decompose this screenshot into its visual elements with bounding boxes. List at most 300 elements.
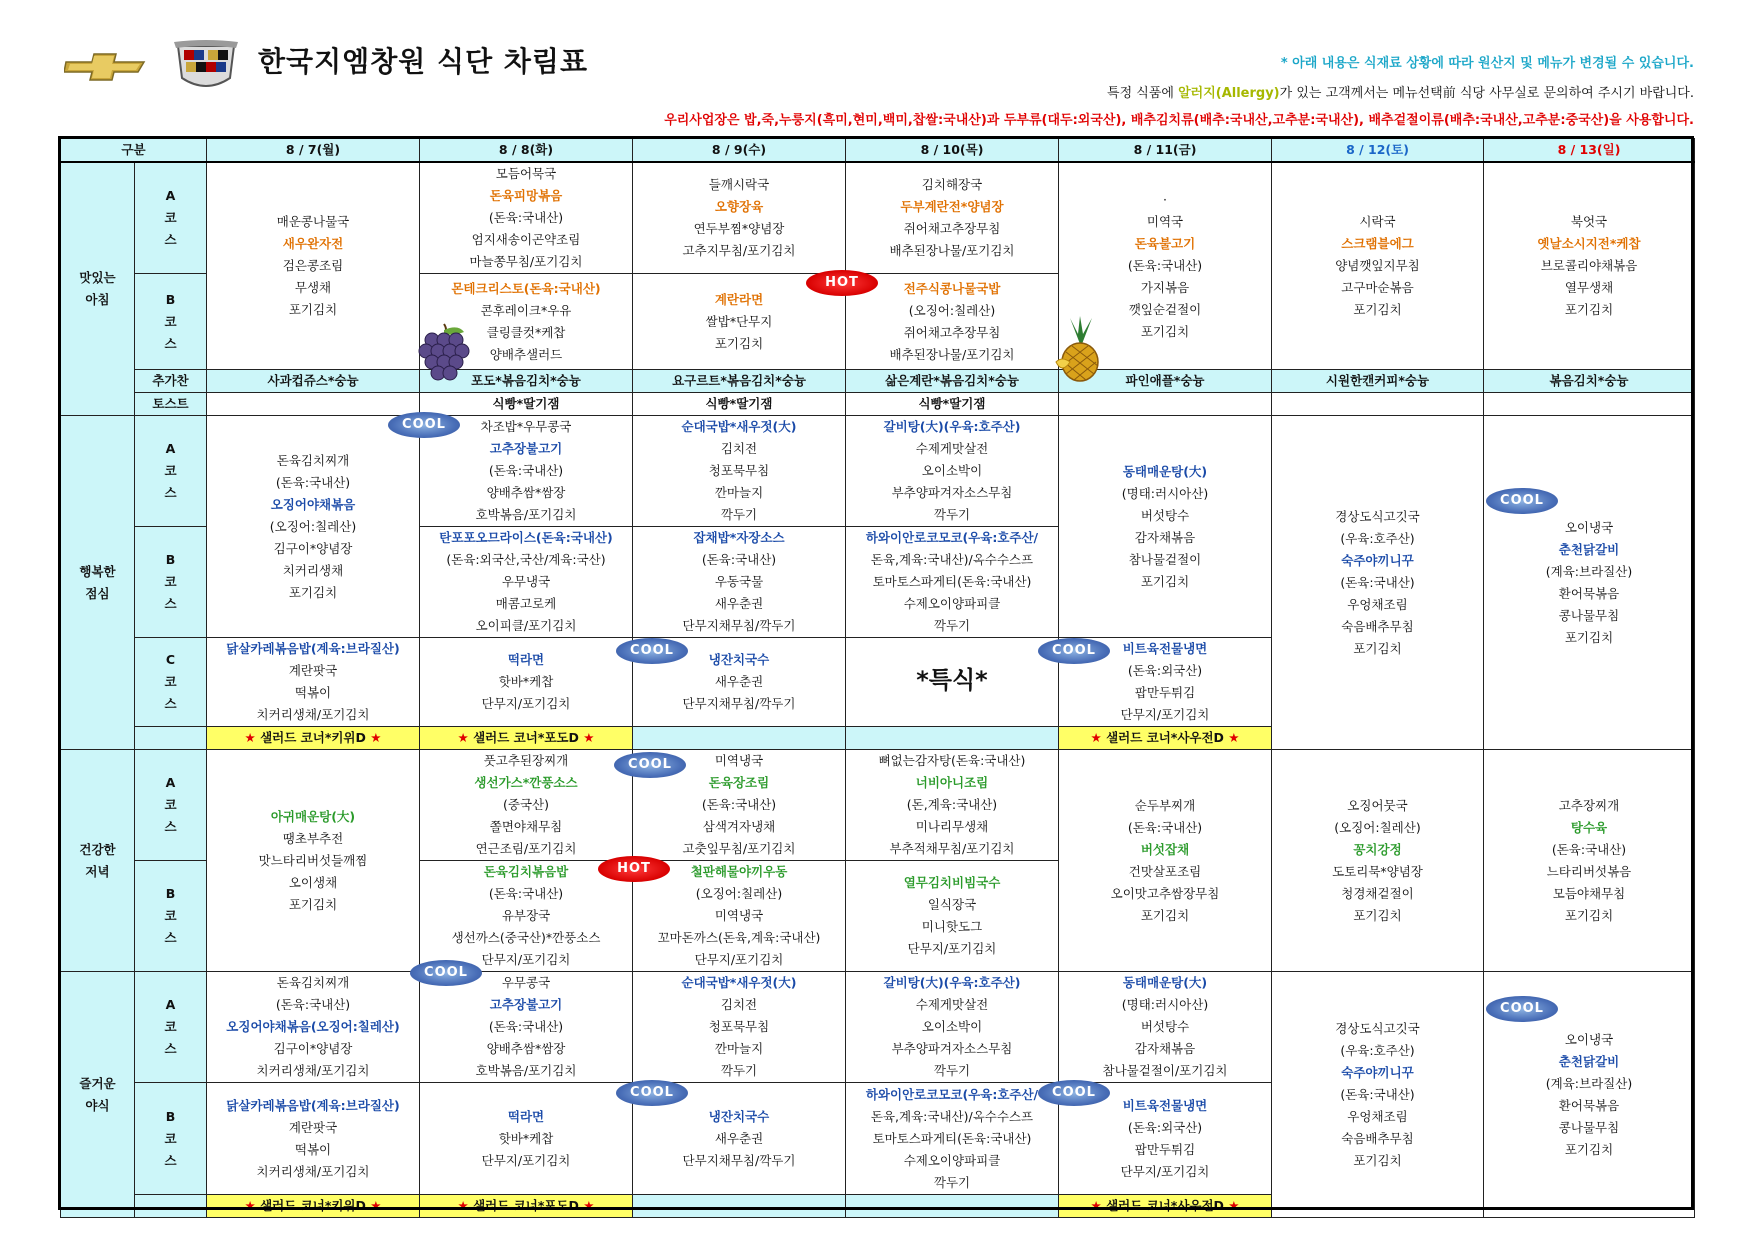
menu-item: 스크램블에그 <box>1341 236 1414 251</box>
day-header-thu: 8 / 10(목) <box>846 139 1059 163</box>
star-icon: ★ <box>457 730 469 745</box>
salad-thu <box>846 1195 1059 1218</box>
menu-item: 부추양파겨자소스무침 <box>891 1041 1013 1056</box>
cadillac-logo <box>170 40 242 92</box>
menu-item: (우육:호주산) <box>1340 530 1415 546</box>
menu-item: 배추된장나물/포기김치 <box>889 346 1015 362</box>
menu-item: (명태:러시아산) <box>1121 485 1209 501</box>
dinner-sat-ab <box>1272 750 1484 972</box>
menu-item: 핫바*케찹 <box>498 1130 554 1146</box>
menu-item: 아귀매운탕(大) <box>270 808 356 824</box>
menu-item: 고구마순볶음 <box>1341 280 1414 295</box>
menu-item: 양념깻잎지무침 <box>1335 258 1420 273</box>
menu-item: 들깨시락국 <box>708 177 770 192</box>
menu-item: 미역냉국 <box>714 753 764 768</box>
night-fri-a <box>1059 972 1272 1083</box>
menu-item: 배추된장나물/포기김치 <box>889 243 1015 258</box>
menu-item: 호박볶음/포기김치 <box>475 1063 577 1078</box>
menu-item: 하와이안로코모코(우육:호주산/ <box>865 530 1039 545</box>
menu-item: 팝만두튀김 <box>1134 1141 1196 1157</box>
breakfast-sat-menu <box>1272 162 1484 370</box>
menu-item: 모듬어묵국 <box>495 166 557 181</box>
menu-item: (돈육:국내산) <box>1340 574 1415 590</box>
menu-item: 우무콩국 <box>501 975 551 990</box>
breakfast-row-toast <box>61 393 1695 416</box>
menu-item: 깻잎순겉절이 <box>1128 302 1202 317</box>
extra-tue: 포도*볶음김치*숭늉 <box>420 370 633 393</box>
menu-item: 오이소박이 <box>921 463 983 478</box>
lunch-sat-menu <box>1272 416 1484 750</box>
menu-item: 잡채밥*자장소스 <box>693 530 785 545</box>
menu-item: 포기김치 <box>1353 640 1402 656</box>
course-char: A <box>165 775 176 790</box>
menu-item: 쫄면야채무침 <box>489 819 563 834</box>
course-char: 스 <box>164 930 177 945</box>
course-label-b <box>135 527 207 638</box>
menu-item: 떡볶이 <box>294 1141 332 1157</box>
meal-label-line: 점심 <box>85 585 110 601</box>
breakfast-mon-menu <box>207 162 420 370</box>
breakfast-sun-menu <box>1484 162 1695 370</box>
menu-item: 춘천닭갈비 <box>1558 541 1620 557</box>
menu-item: 돈육피망볶음 <box>489 188 563 203</box>
menu-item: 새우춘권 <box>714 1130 764 1146</box>
menu-item: 옛날소시지전*케찹 <box>1537 236 1641 251</box>
menu-item: 포기김치 <box>1140 324 1190 339</box>
menu-item: (돈육:국내산) <box>275 997 351 1012</box>
day-header-sat: 8 / 12(토) <box>1272 139 1484 163</box>
night-mon-a <box>207 972 420 1083</box>
menu-item: 깐마늘지 <box>714 485 764 500</box>
menu-item: 돈육불고기 <box>1134 236 1196 251</box>
menu-item: 포기김치 <box>1353 302 1402 317</box>
menu-item: 비트육전물냉면 <box>1122 641 1208 656</box>
category-header: 구분 <box>61 139 207 163</box>
salad-mon <box>207 1195 420 1218</box>
menu-item: (돈육:국내산) <box>488 463 564 478</box>
extra-sat: 시원한캔커피*숭늉 <box>1272 370 1484 393</box>
salad-text: 샐러드 코너*사우전D <box>1106 1198 1224 1213</box>
menu-item: 깍두기 <box>933 1174 971 1190</box>
menu-item: 부추양파겨자소스무침 <box>891 485 1013 500</box>
meal-label-line: 야식 <box>85 1097 110 1113</box>
menu-item: 양배추쌈*쌈장 <box>486 1041 566 1056</box>
menu-item: 연두부찜*양념장 <box>693 221 785 236</box>
menu-item: 단무지/포기김치 <box>1120 1163 1210 1179</box>
cool-badge: COOL <box>614 752 686 778</box>
course-char: B <box>165 552 176 567</box>
menu-item: (중국산) <box>503 797 549 812</box>
menu-item: (계육:브라질산) <box>1545 563 1633 579</box>
menu-item: 도토리묵*양념장 <box>1332 863 1423 879</box>
breakfast-wed-a <box>633 162 846 274</box>
menu-item: 가지볶음 <box>1140 280 1190 295</box>
menu-item: (오징어:칠레산) <box>695 886 783 901</box>
menu-item: 전주식콩나물국밥 <box>903 280 1001 296</box>
menu-item: 검은콩조림 <box>282 258 344 273</box>
lunch-tue-c <box>420 638 633 727</box>
menu-item: 고추장불고기 <box>489 997 563 1012</box>
menu-item: 춘천닭갈비 <box>1558 1053 1620 1069</box>
menu-item: 우엉채조림 <box>1347 1108 1408 1124</box>
star-icon: ★ <box>1090 1198 1102 1213</box>
star-icon: ★ <box>244 730 256 745</box>
course-char: 스 <box>164 1041 177 1056</box>
menu-item: 돈육,계육:국내산)/옥수수스프 <box>870 1108 1034 1124</box>
menu-item: 느타리버섯볶음 <box>1546 863 1632 879</box>
course-char: 코 <box>164 674 177 689</box>
lunch-mon-c <box>207 638 420 727</box>
menu-item: (돈육:국내산) <box>1551 841 1627 857</box>
hot-badge: HOT <box>806 270 878 296</box>
menu-item: 고추지무침/포기김치 <box>682 243 796 258</box>
star-icon: ★ <box>1228 730 1240 745</box>
cool-badge: COOL <box>1486 488 1558 514</box>
night-tue-b <box>420 1083 633 1195</box>
course-char: 코 <box>164 574 177 589</box>
menu-item: (오징어:칠레산) <box>1334 819 1421 835</box>
menu-item: 단무지/포기김치 <box>481 1152 571 1168</box>
menu-item: 치커리생채/포기김치 <box>256 707 370 722</box>
menu-item: 클링클컷*케찹 <box>486 324 566 340</box>
toast-fri <box>1059 393 1272 416</box>
course-char: B <box>165 1108 176 1124</box>
course-label-a <box>135 162 207 274</box>
menu-item: 오이소박이 <box>921 1019 983 1034</box>
dinner-sun-ab <box>1484 750 1695 972</box>
course-char: 코 <box>164 210 177 225</box>
menu-item: 단무지/포기김치 <box>481 952 571 967</box>
menu-item: (우육:호주산) <box>1340 1042 1415 1058</box>
salad-wed <box>633 1195 846 1218</box>
menu-item: 돈육김치찌개 <box>276 975 350 990</box>
menu-item: 오징어야채볶음(오징어:칠레산) <box>226 1019 400 1034</box>
course-char: 코 <box>164 313 177 329</box>
meal-label-line: 저녁 <box>85 863 110 879</box>
star-icon: ★ <box>1090 730 1102 745</box>
menu-item: 연근조림/포기김치 <box>475 841 577 856</box>
toast-thu: 식빵*딸기잼 <box>846 393 1059 416</box>
menu-item: 땡초부추전 <box>282 830 344 846</box>
day-header-mon: 8 / 7(월) <box>207 139 420 163</box>
menu-item: 두부계란전*양념장 <box>900 199 1004 214</box>
course-label-c <box>135 638 207 727</box>
menu-item: (돈육:외국산) <box>1127 663 1203 678</box>
menu-item: 감자채볶음 <box>1134 1041 1196 1056</box>
notice-origin: 우리사업장은 밥,죽,누룽지(흑미,현미,백미,찹쌀:국내산)과 두부류(대두:외국산), 배추김치류(배추:국내산,고추분:국내산), 배추겉절이류(배추:국내산,고추분:중국산)을 사용합니다. <box>664 113 1694 128</box>
course-char: 코 <box>164 797 177 812</box>
menu-item: 북엇국 <box>1570 214 1608 229</box>
menu-item: 계란팟국 <box>288 663 338 678</box>
salad-text: 샐러드 코너*포도D <box>473 730 579 745</box>
menu-item: 모듬야채무침 <box>1552 885 1626 901</box>
menu-item: 포기김치 <box>1564 302 1614 317</box>
menu-item: 깍두기 <box>720 507 758 522</box>
star-icon: ★ <box>583 1198 595 1213</box>
day-header-sun: 8 / 13(일) <box>1484 139 1695 163</box>
course-label-a <box>135 972 207 1083</box>
meal-label-line: 맛있는 <box>79 270 116 285</box>
menu-item: 삼색겨자냉채 <box>702 819 776 834</box>
course-char: C <box>165 652 176 667</box>
menu-item: 치커리생채/포기김치 <box>256 1063 370 1078</box>
course-char: B <box>165 291 176 307</box>
star-icon: ★ <box>583 730 595 745</box>
salad-text: 샐러드 코너*키위D <box>260 730 366 745</box>
meal-label-line: 건강한 <box>79 841 116 857</box>
menu-item: 환어묵볶음 <box>1558 1097 1620 1113</box>
course-char: A <box>165 997 176 1012</box>
star-icon: ★ <box>1228 1198 1240 1213</box>
course-char: 코 <box>164 1130 177 1146</box>
day-header-wed: 8 / 9(수) <box>633 139 846 163</box>
menu-item: 생선가스*깐풍소스 <box>474 775 578 790</box>
menu-item: 쌀밥*단무지 <box>705 313 773 329</box>
toast-sat <box>1272 393 1484 416</box>
menu-item: 청포묵무침 <box>708 1019 770 1034</box>
toast-sun <box>1484 393 1695 416</box>
star-icon: ★ <box>457 1198 469 1213</box>
day-header-row <box>61 139 1695 163</box>
chevrolet-logo <box>64 50 146 84</box>
course-char: 스 <box>164 232 177 247</box>
menu-item: 김구이*양념장 <box>273 540 353 556</box>
lunch-thu-c <box>846 638 1059 727</box>
menu-item: 콘후레이크*우유 <box>480 302 572 318</box>
menu-item: 떡라면 <box>507 652 545 667</box>
menu-item: (돈육:국내산) <box>1127 819 1203 835</box>
menu-item: 숙음배추무침 <box>1341 1130 1414 1146</box>
menu-item: 청포묵무침 <box>708 463 770 478</box>
course-label-a <box>135 750 207 861</box>
menu-item: 양배추샐러드 <box>489 346 563 362</box>
toast-mon <box>207 393 420 416</box>
salad-tue <box>420 727 633 750</box>
breakfast-row-extra <box>61 370 1695 393</box>
menu-item: 닭살카레볶음밥(계육:브라질산) <box>226 641 400 656</box>
course-label-b <box>135 861 207 972</box>
menu-item: 순대국밥*새우젓(大) <box>681 975 797 990</box>
menu-item: 포기김치 <box>714 335 764 351</box>
menu-item: 떡볶이 <box>294 685 332 700</box>
cool-badge: COOL <box>616 638 688 664</box>
menu-item: 김치해장국 <box>921 177 983 192</box>
course-char: A <box>165 441 176 456</box>
breakfast-thu-b <box>846 274 1059 370</box>
extra-sun: 볶음김치*숭늉 <box>1484 370 1695 393</box>
dinner-fri-ab <box>1059 750 1272 972</box>
lunch-wed-b <box>633 527 846 638</box>
menu-item: (계육:브라질산) <box>1545 1075 1633 1091</box>
extra-wed: 요구르트*볶음김치*숭늉 <box>633 370 846 393</box>
course-label-a <box>135 416 207 527</box>
menu-item: 포기김치 <box>288 896 338 912</box>
day-header-tue: 8 / 8(화) <box>420 139 633 163</box>
menu-item: 고추장불고기 <box>489 441 563 456</box>
meal-label-breakfast <box>61 162 135 416</box>
menu-item: 포기김치 <box>1564 629 1614 645</box>
menu-item: 토마토스파게티(돈육:국내산) <box>872 1130 1032 1146</box>
menu-item: 단무지/포기김치 <box>907 941 997 956</box>
menu-item: · <box>1163 192 1167 207</box>
lunch-wed-a <box>633 416 846 527</box>
menu-item: 우엉채조림 <box>1347 596 1408 612</box>
salad-thu <box>846 727 1059 750</box>
cool-badge: COOL <box>1038 1080 1110 1106</box>
menu-item: 김치전 <box>720 441 758 456</box>
menu-item: 핫바*케찹 <box>498 674 554 689</box>
menu-item: 깍두기 <box>720 1063 758 1078</box>
menu-item: 단무지채무침/깍두기 <box>682 1152 796 1168</box>
menu-item: 새우춘권 <box>714 674 764 689</box>
course-char: 코 <box>164 908 177 923</box>
menu-item: 단무지/포기김치 <box>1120 707 1210 722</box>
menu-item: 콩나물무침 <box>1558 607 1620 623</box>
meal-label-lunch <box>61 416 135 750</box>
menu-item: 시락국 <box>1359 214 1396 229</box>
lunch-thu-a <box>846 416 1059 527</box>
menu-item: 깍두기 <box>933 507 971 522</box>
menu-item: 팝만두튀김 <box>1134 685 1196 700</box>
notice-allergy <box>1107 82 1694 101</box>
menu-item: 숙주야끼니꾸 <box>1341 552 1414 568</box>
hot-badge: HOT <box>598 856 670 882</box>
menu-item: 단무지채무침/깍두기 <box>682 696 796 711</box>
star-icon: ★ <box>370 1198 382 1213</box>
salad-tue <box>420 1195 633 1218</box>
lunch-mon-ab <box>207 416 420 638</box>
menu-item: 포기김치 <box>1353 1152 1402 1168</box>
salad-wed <box>633 727 846 750</box>
menu-item: 떡라면 <box>507 1108 545 1124</box>
extra-fri: 파인애플*숭늉 <box>1059 370 1272 393</box>
star-icon: ★ <box>370 730 382 745</box>
menu-item: 꼬마돈까스(돈육,계육:국내산) <box>657 930 821 945</box>
breakfast-thu-a <box>846 162 1059 274</box>
menu-item: 포기김치 <box>1353 907 1402 923</box>
menu-item: 참나물겉절이/포기김치 <box>1102 1063 1228 1078</box>
menu-item: (돈육:국내산) <box>488 886 564 901</box>
menu-item: 새우춘권 <box>714 596 764 611</box>
menu-item: 숙음배추무침 <box>1341 618 1414 634</box>
extra-mon: 사과컵쥬스*숭늉 <box>207 370 420 393</box>
course-char: 스 <box>164 1152 177 1168</box>
menu-item: 감자채볶음 <box>1134 529 1196 545</box>
menu-item: 경상도식고깃국 <box>1335 508 1420 524</box>
day-header-fri: 8 / 11(금) <box>1059 139 1272 163</box>
menu-item: 하와이안로코모코(우육:호주산/ <box>865 1086 1039 1102</box>
menu-item: (돈육:국내산) <box>1127 258 1203 273</box>
menu-item: 오징어뭇국 <box>1347 797 1408 813</box>
menu-item: (오징어:칠레산) <box>269 518 357 534</box>
menu-item: 콩나물무침 <box>1558 1119 1620 1135</box>
menu-item: 순두부찌개 <box>1134 797 1196 813</box>
menu-item: 계란팟국 <box>288 1119 338 1135</box>
breakfast-tue-a <box>420 162 633 274</box>
menu-item: 냉잔치국수 <box>708 652 770 667</box>
menu-item: 부추적채무침/포기김치 <box>889 841 1015 856</box>
lunch-row-a <box>61 416 1695 527</box>
menu-item: 단무지채무침/깍두기 <box>682 618 796 633</box>
toast-tue: 식빵*딸기잼 <box>420 393 633 416</box>
menu-item: (오징어:칠레산) <box>908 302 996 318</box>
menu-item: 미니핫도그 <box>921 919 983 934</box>
menu-item: (돈육:국내산) <box>701 552 777 567</box>
menu-item: 단무지/포기김치 <box>694 952 784 967</box>
star-icon: ★ <box>244 1198 256 1213</box>
menu-item: 미역냉국 <box>714 908 764 923</box>
menu-item: 수제오이양파피클 <box>903 1152 1001 1168</box>
lunch-tue-b <box>420 527 633 638</box>
menu-item: 포기김치 <box>288 584 338 600</box>
night-thu-a <box>846 972 1059 1083</box>
menu-item: 오이피클/포기김치 <box>475 618 577 633</box>
salad-fri <box>1059 1195 1272 1218</box>
menu-item: 수제게맛살전 <box>915 441 989 456</box>
menu-item: 갈비탕(大)(우육:호주산) <box>883 975 1021 990</box>
dinner-thu-b <box>846 861 1059 972</box>
menu-item: 버섯잡채 <box>1140 841 1190 857</box>
salad-label-empty <box>135 727 207 750</box>
menu-item: 돈육,계육:국내산)/옥수수스프 <box>870 552 1034 567</box>
menu-item: 엄지새송이곤약조림 <box>471 232 581 247</box>
dinner-mon-ab <box>207 750 420 972</box>
menu-item: 환어묵볶음 <box>1558 585 1620 601</box>
menu-item: 청경채겉절이 <box>1341 885 1414 901</box>
night-sat-ab <box>1272 972 1484 1218</box>
notice-allergy-post: 가 있는 고객께서는 메뉴선택前 식당 사무실로 문의하여 주시기 바랍니다. <box>1279 86 1694 101</box>
menu-item: 고추장찌개 <box>1558 797 1620 813</box>
menu-item: 김치전 <box>720 997 758 1012</box>
menu-item: 동태매운탕(大) <box>1122 975 1208 990</box>
menu-item: 포기김치 <box>1564 1141 1614 1157</box>
menu-item: 돈육김치볶음밥 <box>483 864 569 879</box>
menu-item: 동태매운탕(大) <box>1122 463 1208 479</box>
salad-text: 샐러드 코너*포도D <box>473 1198 579 1213</box>
cool-badge: COOL <box>616 1080 688 1106</box>
toast-wed: 식빵*딸기잼 <box>633 393 846 416</box>
cool-badge: COOL <box>388 412 460 438</box>
menu-item: 수제게맛살전 <box>915 997 989 1012</box>
dinner-row-a <box>61 750 1695 861</box>
meal-label-line: 행복한 <box>79 563 116 579</box>
course-char: 스 <box>164 696 177 711</box>
salad-label-empty <box>135 1195 207 1218</box>
menu-item: 꽁치강정 <box>1353 841 1402 857</box>
course-char: 코 <box>164 1019 177 1034</box>
menu-item: 토마토스파게티(돈육:국내산) <box>872 574 1032 589</box>
course-char: 스 <box>164 596 177 611</box>
menu-item: 쥐어채고추장무침 <box>903 324 1001 340</box>
menu-item: 순대국밥*새우젓(大) <box>681 419 797 434</box>
menu-item: 치커리생채/포기김치 <box>256 1163 370 1179</box>
menu-item: 우동국물 <box>714 574 764 589</box>
menu-item: 깐마늘지 <box>714 1041 764 1056</box>
night-mon-b <box>207 1083 420 1195</box>
meal-plan-table <box>60 138 1695 1218</box>
grape-icon <box>418 322 470 384</box>
menu-item: 냉잔치국수 <box>708 1108 770 1124</box>
menu-item: (돈육:국내산) <box>275 474 351 490</box>
menu-item: (돈육:국내산) <box>488 1019 564 1034</box>
menu-item: 치커리생채 <box>282 562 344 578</box>
menu-item: (돈육:국내산) <box>701 797 777 812</box>
cool-badge: COOL <box>1486 996 1558 1022</box>
menu-item: 닭살카레볶음밥(계육:브라질산) <box>226 1097 400 1113</box>
menu-item: 유부장국 <box>501 908 551 923</box>
menu-item: 매콤고로케 <box>495 596 557 611</box>
menu-item: 뼈없는감자탕(돈육:국내산) <box>878 753 1026 768</box>
